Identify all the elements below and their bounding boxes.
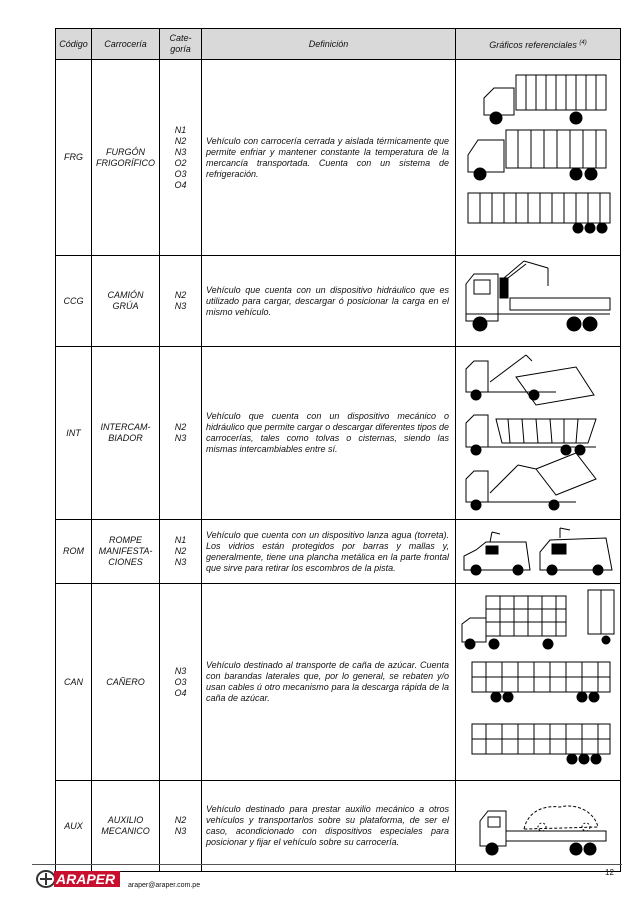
header-categoria: Cate- goría: [160, 29, 202, 60]
row-definition: Vehículo con carrocería cerrada y aislada térmicamente que permite enfriar y mantener constante la temperatura de la mercancía transportada. Cuenta con un sistema de refrigeración.: [202, 60, 456, 256]
hook-lift-truck-icon: [456, 347, 621, 519]
sugarcane-truck-icon: [456, 584, 621, 780]
row-code: ROM: [56, 520, 92, 584]
row-code: CCG: [56, 256, 92, 347]
row-definition: Vehículo que cuenta con un dispositivo hidráulico que es utilizado para cargar, descargar ó posicionar la carga en el mismo vehículo.: [202, 256, 456, 347]
row-categories: N1 N2 N3: [160, 520, 202, 584]
riot-control-vehicle-icon: [456, 520, 621, 583]
header-graficos-label: Gráficos referenciales: [489, 39, 577, 50]
row-graphic: [456, 60, 621, 256]
header-graficos-note: (4): [579, 39, 587, 46]
row-categories: N2 N3: [160, 256, 202, 347]
row-categories: N2 N3: [160, 781, 202, 872]
vehicle-classification-table: [55, 28, 621, 872]
row-graphic: [456, 781, 621, 872]
row-definition: Vehículo que cuenta con un dispositivo mecánico o hidráulico que permite cargar o descargar diferentes tipos de carrocerías, tales como tolvas o cisternas, siendo las mismas intercambiables entre sí.: [202, 347, 456, 520]
row-code: FRG: [56, 60, 92, 256]
table-row: [56, 60, 621, 256]
tow-truck-icon: [456, 781, 621, 871]
header-codigo: Código: [56, 29, 92, 60]
araper-logo: [36, 869, 122, 889]
header-definicion: Definición: [202, 29, 456, 60]
row-definition: Vehículo destinado para prestar auxilio mecánico a otros vehículos y transportarlos sobre su plataforma, de ser el caso, acondicionado con dispositivos especiales para posicionar y fijar el vehículo sobre su carrocería.: [202, 781, 456, 872]
row-body-type: INTERCAM- BIADOR: [92, 347, 160, 520]
footer-divider: [32, 864, 622, 865]
footer-email: araper@araper.com.pe: [128, 882, 201, 889]
crane-truck-icon: [456, 256, 621, 346]
row-code: CAN: [56, 584, 92, 781]
row-graphic: [456, 584, 621, 781]
row-categories: N2 N3: [160, 347, 202, 520]
table-row: [56, 256, 621, 347]
row-body-type: ROMPE MANIFESTA- CIONES: [92, 520, 160, 584]
table-row: [56, 781, 621, 872]
table-row: [56, 347, 621, 520]
header-carroceria: Carrocería: [92, 29, 160, 60]
row-code: AUX: [56, 781, 92, 872]
page-number: 12: [605, 868, 614, 877]
row-body-type: CAÑERO: [92, 584, 160, 781]
row-definition: Vehículo que cuenta con un dispositivo lanza agua (torreta). Los vidrios están protegidos por barras y mallas y, generalmente, tiene una plancha metálica en la parte frontal que sirve para retirar los escombros de la pista.: [202, 520, 456, 584]
row-body-type: FURGÓN FRIGORÍFICO: [92, 60, 160, 256]
row-code: INT: [56, 347, 92, 520]
table-header-row: [56, 29, 621, 60]
row-graphic: [456, 347, 621, 520]
row-body-type: CAMIÓN GRÚA: [92, 256, 160, 347]
refrigerated-truck-icon: [456, 60, 621, 255]
row-categories: N3 O3 O4: [160, 584, 202, 781]
row-graphic: [456, 256, 621, 347]
row-graphic: [456, 520, 621, 584]
row-body-type: AUXILIO MECANICO: [92, 781, 160, 872]
row-definition: Vehículo destinado al transporte de caña de azúcar. Cuenta con barandas laterales que, por lo general, se rebaten y/o usan cables ú otro mecanismo para la descarga rápida de la caña de azúcar.: [202, 584, 456, 781]
row-categories: N1 N2 N3 O2 O3 O4: [160, 60, 202, 256]
svg-text:ARAPER: ARAPER: [56, 871, 116, 887]
table-row: [56, 520, 621, 584]
table-row: [56, 584, 621, 781]
header-graficos: [456, 29, 621, 60]
